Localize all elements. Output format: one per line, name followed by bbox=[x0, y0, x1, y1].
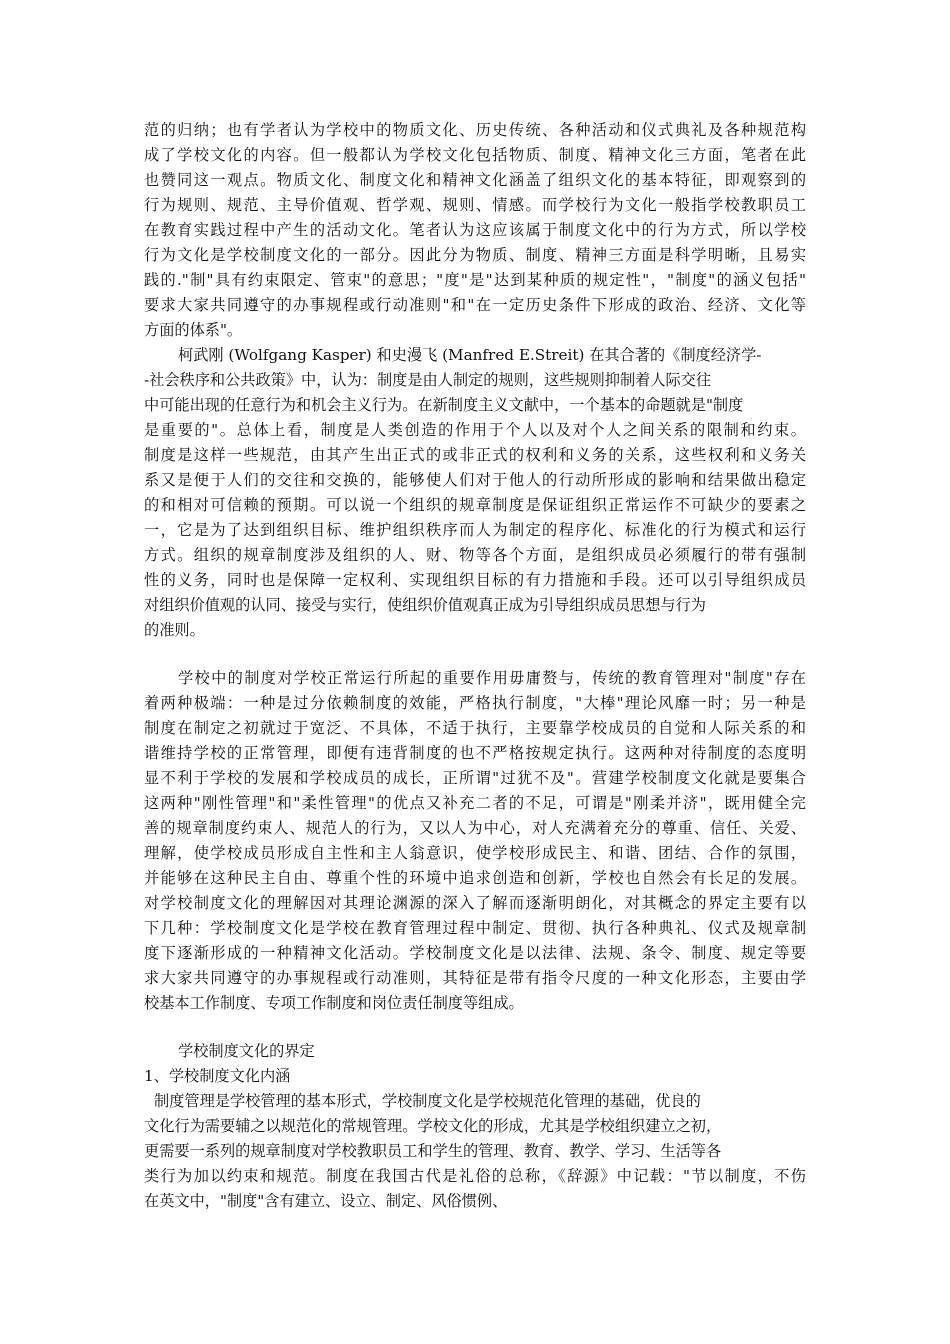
text-line: 性的义务，同时也是保障一定权利、实现组织目标的有力措施和手段。还可以引导组织成员 bbox=[144, 571, 806, 589]
text-line: 度下逐渐形成的一种精神文化活动。学校制度文化是以法律、法规、条令、制度、规定等要 bbox=[144, 944, 806, 962]
text-line: 制度管理是学校管理的基本形式，学校制度文化是学校规范化管理的基础，优良的 bbox=[154, 1092, 701, 1110]
subsection-heading: 1、学校制度文化内涵 bbox=[144, 1067, 291, 1085]
text-line: 理解，使学校成员形成自主性和主人翁意识，使学校形成民主、和谐、团结、合作的氛围， bbox=[144, 844, 806, 862]
text-line: 在教育实践过程中产生的活动文化。笔者认为这应该属于制度文化中的行为方式，所以学校 bbox=[144, 221, 806, 239]
text-line: 行为文化是学校制度文化的一部分。因此分为物质、制度、精神三方面是科学明晰，且易实 bbox=[144, 246, 806, 264]
text-line: 下几种：学校制度文化是学校在教育管理过程中制定、贯彻、执行各种典礼、仪式及规章制 bbox=[144, 919, 806, 937]
text-line: 文化行为需要辅之以规范化的常规管理。学校文化的形成，尤其是学校组织建立之初， bbox=[144, 1117, 722, 1135]
text-line: 这两种"刚性管理"和"柔性管理"的优点又补充二者的不足，可谓是"刚柔并济"，既用健全完 bbox=[144, 794, 806, 812]
text-line: 系又是便于人们的交往和交换的，能够使人们对于他人的行动所形成的影响和结果做出稳定 bbox=[144, 471, 806, 489]
text-line: 一，它是为了达到组织目标、维护组织秩序而人为制定的程序化、标准化的行为模式和运行 bbox=[144, 521, 806, 539]
text-line: 制度在制定之初就过于宽泛、不具体，不适于执行，主要靠学校成员的自觉和人际关系的和 bbox=[144, 719, 806, 737]
text-line: 也赞同这一观点。物质文化、制度文化和精神文化涵盖了组织文化的基本特征，即观察到的 bbox=[144, 171, 806, 189]
section-heading: 学校制度文化的界定 bbox=[178, 1042, 315, 1060]
text-line: 方式。组织的规章制度涉及组织的人、财、物等各个方面，是组织成员必须履行的带有强制 bbox=[144, 546, 806, 564]
text-line: 践的."制"具有约束限定、管束"的意思；"度"是"达到某种质的规定性"，"制度"的涵义包括" bbox=[144, 271, 806, 289]
text-line: 谐维持学校的正常管理，即便有违背制度的也不严格按规定执行。这两种对待制度的态度明 bbox=[144, 744, 806, 762]
text-line: 求大家共同遵守的办事规程或行动准则，其特征是带有指令尺度的一种文化形态，主要由学 bbox=[144, 969, 806, 987]
text-line: -社会秩序和公共政策》中，认为：制度是由人制定的规则，这些规则抑制着人际交往 bbox=[144, 371, 712, 389]
text-line: 要求大家共同遵守的办事规程或行动准则"和"在一定历史条件下形成的政治、经济、文化等 bbox=[144, 296, 806, 314]
text-line: 的和相对可信赖的预期。可以说一个组织的规章制度是保证组织正常运作不可缺少的要素之 bbox=[144, 496, 806, 514]
text-line: 范的归纳；也有学者认为学校中的物质文化、历史传统、各种活动和仪式典礼及各种规范构 bbox=[144, 121, 806, 139]
text-line: 柯武刚 (Wolfgang Kasper) 和史漫飞 (Manfred E.Streit) 在其合著的《制度经济学- bbox=[178, 346, 762, 364]
text-line: 行为规则、规范、主导价值观、哲学观、规则、情感。而学校行为文化一般指学校教职员工 bbox=[144, 196, 806, 214]
text-line: 类行为加以约束和规范。制度在我国古代是礼俗的总称，《辞源》中记载："节以制度，不伤 bbox=[144, 1167, 806, 1185]
text-line: 方面的体系"。 bbox=[144, 321, 243, 339]
text-line: 学校中的制度对学校正常运行所起的重要作用毋庸赘与，传统的教育管理对"制度"存在 bbox=[178, 669, 806, 687]
text-line: 在英文中，"制度"含有建立、设立、制定、风俗惯例、 bbox=[144, 1192, 508, 1210]
text-line: 中可能出现的任意行为和机会主义行为。在新制度主义文献中，一个基本的命题就是"制度 bbox=[144, 396, 744, 414]
text-line: 校基本工作制度、专项工作制度和岗位责任制度等组成。 bbox=[144, 994, 524, 1012]
text-line: 制度是这样一些规范，由其产生出正式的或非正式的权利和义务的关系，这些权利和义务关 bbox=[144, 446, 806, 464]
text-line: 的准则。 bbox=[144, 621, 205, 639]
text-line: 并能够在这种民主自由、尊重个性的环境中追求创造和创新，学校也自然会有长足的发展。 bbox=[144, 869, 806, 887]
text-line: 善的规章制度约束人、规范人的行为，又以人为中心，对人充满着充分的尊重、信任、关爱、 bbox=[144, 819, 806, 837]
text-line: 着两种极端：一种是过分依赖制度的效能，严格执行制度，"大棒"理论风靡一时；另一种是 bbox=[144, 694, 806, 712]
text-line: 是重要的"。总体上看，制度是人类创造的作用于个人以及对个人之间关系的限制和约束。 bbox=[144, 421, 806, 439]
text-line: 显不利于学校的发展和学校成员的成长，正所谓"过犹不及"。营建学校制度文化就是要集合 bbox=[144, 769, 806, 787]
text-line: 成了学校文化的内容。但一般都认为学校文化包括物质、制度、精神文化三方面，笔者在此 bbox=[144, 146, 806, 164]
text-line: 对组织价值观的认同、接受与实行，使组织价值观真正成为引导组织成员思想与行为 bbox=[144, 596, 706, 614]
text-line: 对学校制度文化的理解因对其理论渊源的深入了解而逐渐明朗化，对其概念的界定主要有以 bbox=[144, 894, 806, 912]
text-line: 更需要一系列的规章制度对学校教职员工和学生的管理、教育、教学、学习、生活等各 bbox=[144, 1142, 722, 1160]
